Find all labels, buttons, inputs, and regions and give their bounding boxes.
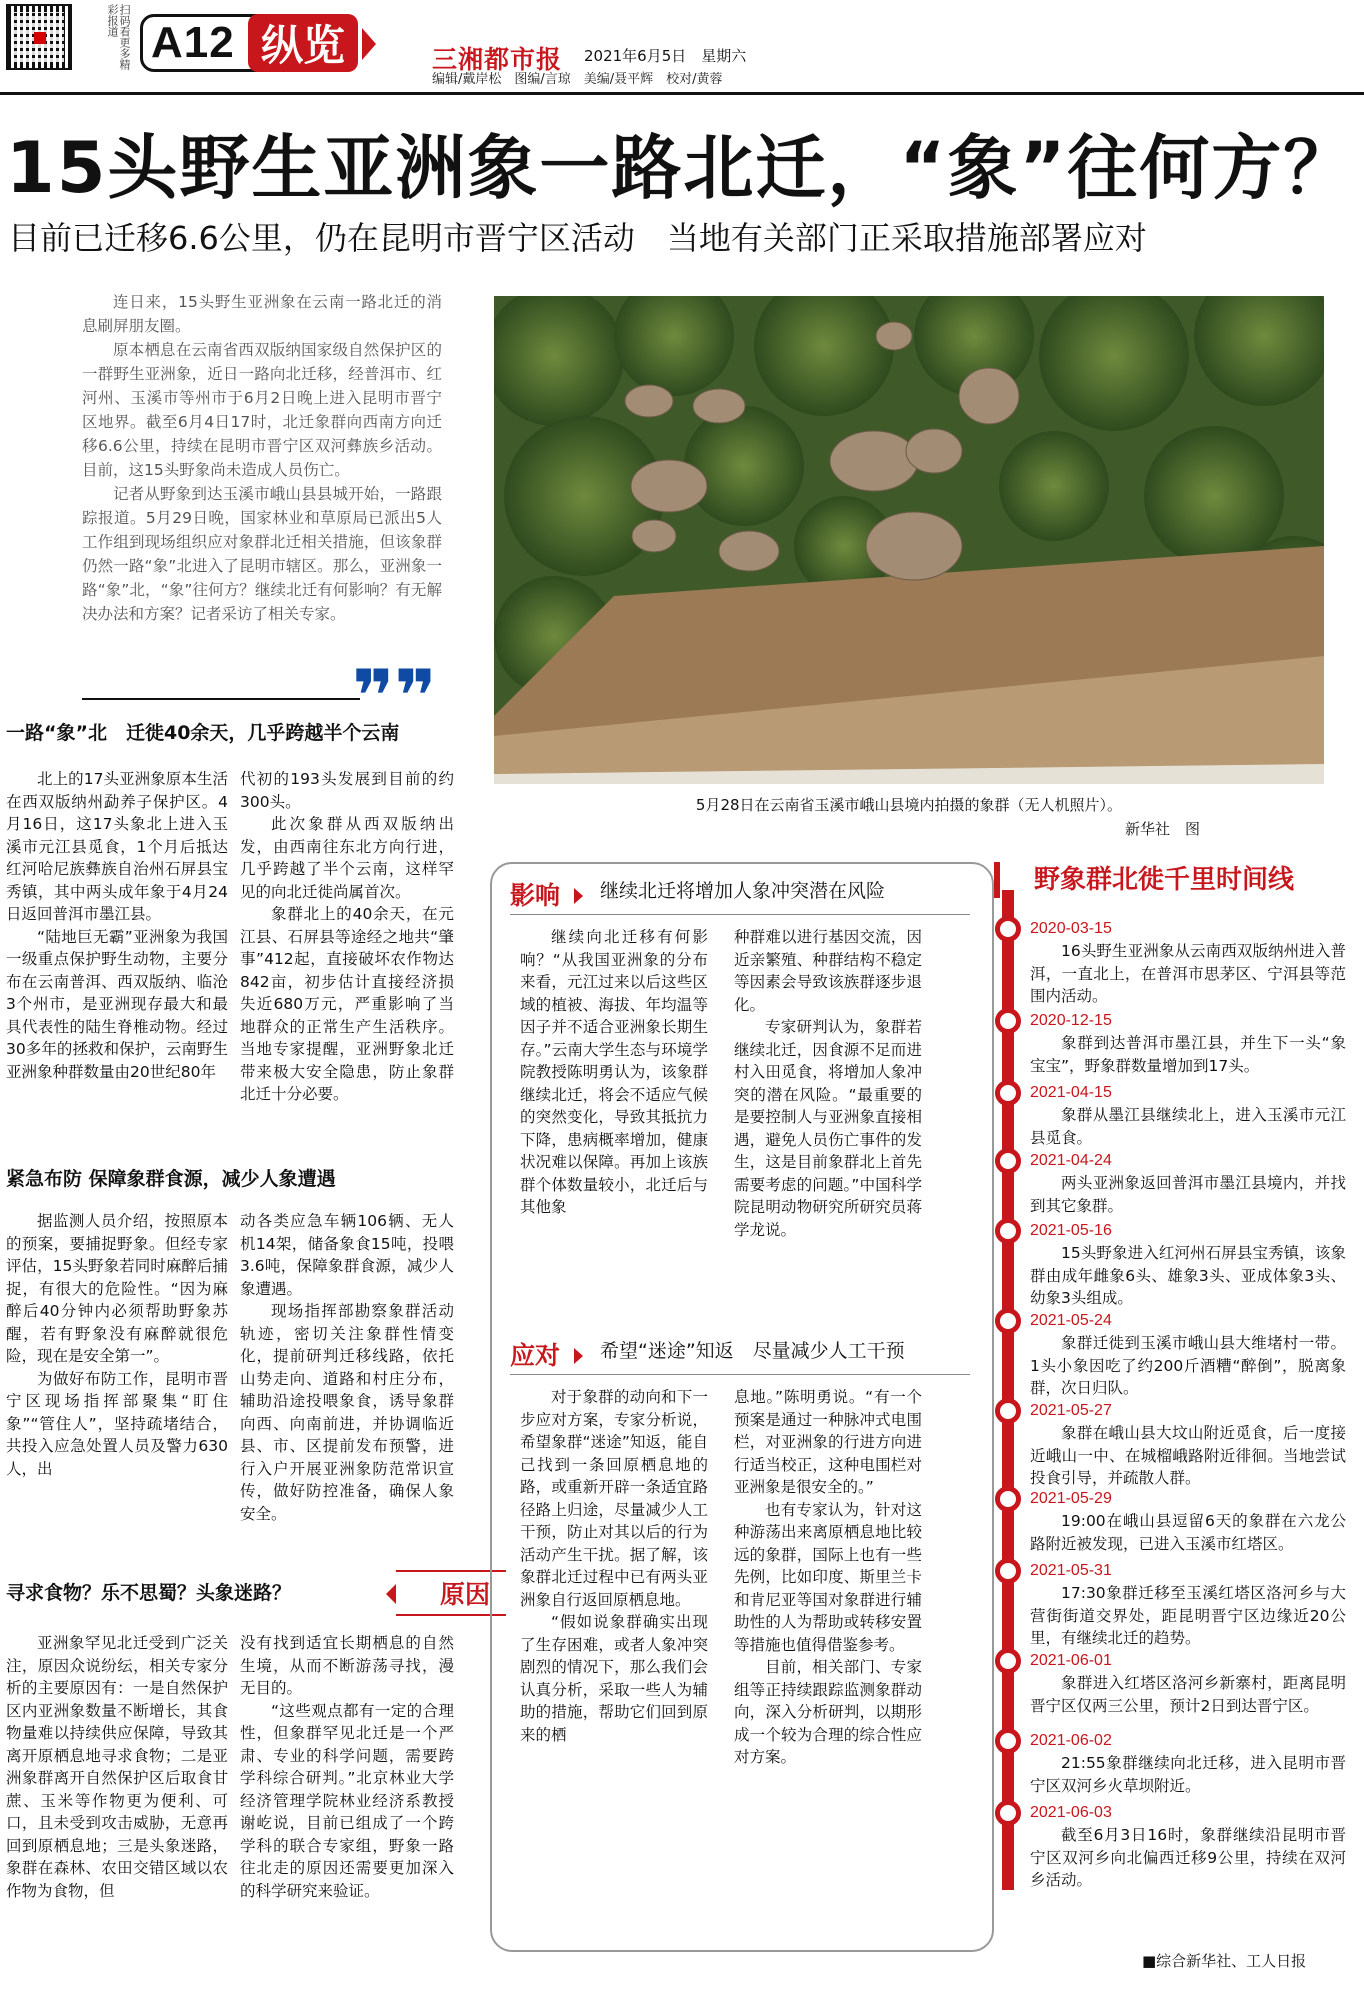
section2-col1 [6,1210,228,1480]
timeline-date: 2021-06-02 [1030,1732,1112,1749]
intro-paragraph: 原本栖息在云南省西双版纳国家级自然保护区的一群野生亚洲象，近日一路向北迁移，经普洱市、红河州、玉溪市等州市于6月2日晚上进入昆明市晋宁区地界。截至6月4日17时，北迁象群向西南方向迁移6.6公里，持续在昆明市晋宁区双河彝族乡活动。目前，这15头野象尚未造成人员伤亡。 [82,341,442,479]
timeline-text: 象群迁徙到玉溪市峨山县大维堵村一带。1头小象因吃了约200斤酒糟“醉倒”，脱离象群，次日归队。 [1030,1334,1346,1397]
paragraph: 息地。”陈明勇说。“有一个预案是通过一种脉冲式电围栏，对亚洲象的行进方向进行适当校正，这种电围栏对亚洲象是很安全的。” [734,1388,922,1496]
timeline-title-bar [994,862,1000,898]
paragraph: 对于象群的动向和下一步应对方案，专家分析说，希望象群“迷途”知返，能自己找到一条回原栖息地的路，或重新开辟一条适宜路径路上归途，尽量减少人工干预，防止对其以后的行为活动产生干扰。据了解，该象群北迁过程中已有两头亚洲象自行返回原栖息地。 [520,1388,708,1609]
timeline-dot-icon [995,1008,1021,1034]
impact-title: 继续北迁将增加人象冲突潜在风险 [600,880,886,902]
timeline-text: 象群到达普洱市墨江县，并生下一头“象宝宝”，野象群数量增加到17头。 [1030,1034,1346,1075]
paragraph: 继续向北迁移有何影响？“从我国亚洲象的分布来看，元江过来以后这些区域的植被、海拔、年均温等因子并不适合亚洲象长期生存。”云南大学生态与环境学院教授陈明勇认为，该象群继续北迁，将会不适应气候的突然变化，导致其抵抗力下降，患病概率增加，健康状况难以保障。再加上该族群个体数量较小，北迁后与其他象 [520,928,708,1216]
paragraph: 北上的17头亚洲象原本生活在西双版纳州勐养子保护区。4月16日，这17头象北上进入玉溪市元江县觅食，1个月后抵达红河哈尼族彝族自治州石屏县宝秀镇，其中两头成年象于4月24日返回普洱市墨江县。 [6,770,228,923]
timeline-text: 15头野象进入红河州石屏县宝秀镇，该象群由成年雌象6头、雄象3头、亚成体象3头、幼象3头组成。 [1030,1244,1346,1307]
timeline-date: 2020-03-15 [1030,920,1112,937]
timeline-date: 2021-05-24 [1030,1312,1112,1329]
paragraph: 此次象群从西双版纳出发，由西南往东北方向行进，几乎跨越了半个云南，这样罕见的向北迁徙尚属首次。 [240,815,454,901]
timeline-dot-icon [995,1648,1021,1674]
timeline-date: 2021-05-31 [1030,1562,1112,1579]
timeline-dot-icon [995,1308,1021,1334]
timeline-text: 16头野生亚洲象从云南西双版纳州进入普洱，一直北上，在普洱市思茅区、宁洱县等范围内活动。 [1030,942,1346,1005]
paragraph: 目前，相关部门、专家组等正持续跟踪监测象群动向，深入分析研判，以期形成一个较为合理的综合性应对方案。 [734,1658,922,1766]
timeline-dot-icon [995,1558,1021,1584]
section2-title: 紧急布防 保障象群食源，减少人象遭遇 [6,1168,336,1190]
photo-credit: 新华社 图 [1124,820,1200,838]
response-title: 希望“迷途”知返 尽量减少人工干预 [600,1340,905,1362]
paragraph: 没有找到适宜长期栖息的自然生境，从而不断游荡寻找，漫无目的。 [240,1634,454,1697]
timeline-text: 19:00在峨山县逗留6天的象群在六龙公路附近被发现，已进入玉溪市红塔区。 [1030,1512,1346,1553]
impact-tag: 影响 [510,881,561,910]
response-tag: 应对 [510,1341,561,1370]
section1-col1 [6,768,228,1083]
section-tag: 纵览 [248,14,358,72]
page-number: A12 [140,14,274,72]
impact-col1 [520,926,708,1219]
qr-code[interactable] [6,4,72,70]
paragraph: “这些观点都有一定的合理性，但象群罕见北迁是一个严肃、专业的科学问题，需要跨学科综合研判。”北京林业大学经济管理学院林业经济系教授谢屹说，目前已组成了一个跨学科的联合专家组，野象一路往北走的原因还需要更加深入的科学研究来验证。 [240,1701,454,1900]
timeline-dot-icon [995,1080,1021,1106]
timeline-date: 2021-06-01 [1030,1652,1112,1669]
news-photo[interactable] [494,296,1324,784]
issue-date: 2021年6月5日 星期六 [584,47,747,65]
source-note: ■综合新华社、工人日报 [1142,1952,1307,1970]
timeline-date: 2021-05-16 [1030,1222,1112,1239]
staff-credits: 编辑/戴岸松 图编/言琼 美编/聂平辉 校对/黄蓉 [432,72,723,87]
timeline-date: 2021-05-29 [1030,1490,1112,1507]
timeline-text: 截至6月3日16时，象群继续沿昆明市晋宁区双河乡向北偏西迁移9公里，持续在双河乡活动。 [1030,1826,1346,1889]
response-arrow-icon [574,1348,583,1364]
paragraph: “陆地巨无霸”亚洲象为我国一级重点保护野生动物，主要分布在云南普洱、西双版纳、临沧3个州市，是亚洲现存最大和最具代表性的陆生脊椎动物。经过30多年的拯救和保护，云南野生亚洲象种群数量由20世纪80年 [6,927,228,1081]
section1-col2 [240,768,454,1106]
impact-arrow-icon [574,888,583,904]
intro-rule [82,698,360,700]
section3-col1 [6,1632,228,1902]
paragraph: 也有专家认为，针对这种游荡出来离原栖息地比较远的象群，国际上也有一些先例，比如印度、斯里兰卡和肯尼亚等国对象群进行辅助性的人为帮助或转移安置等措施也值得借鉴参考。 [734,1500,922,1654]
intro-text [82,290,442,626]
elephant-herd-photo [494,296,1324,784]
paragraph: 专家研判认为，象群若继续北迁，因食源不足而进村入田觅食，将增加人象冲突的潜在风险。“最重要的是要控制人与亚洲象直接相遇，避免人员伤亡事件的发生，这是目前象群北上首先需要考虑的问题。”中国科学院昆明动物研究所研究员蒋学龙说。 [734,1018,922,1239]
timeline-text: 17:30象群迁移至玉溪红塔区洛河乡与大营街街道交界处，距昆明晋宁区边缘近20公里，有继续北迁的趋势。 [1030,1584,1346,1647]
paragraph: 为做好布防工作，昆明市晋宁区现场指挥部聚集“盯住象”“管住人”，坚持疏堵结合，共投入应急处置人员及警力630人，出 [6,1369,228,1478]
paragraph: “假如说象群确实出现了生存困难，或者人象冲突剧烈的情况下，那么我们会认真分析，采取一些人为辅助的措施，帮助它们回到原来的栖 [520,1613,708,1744]
intro-paragraph: 记者从野象到达玉溪市峨山县县城开始，一路跟踪报道。5月29日晚，国家林业和草原局已派出5人工作组到现场组织应对象群北迁相关措施，但该象群仍然一路“象”北进入了昆明市辖区。那么，亚洲象一路“象”北，“象”往何方？继续北迁有何影响？有无解决办法和方案？记者采访了相关专家。 [82,485,442,623]
paragraph: 动各类应急车辆106辆、无人机14架，储备象食15吨，投喂3.6吨，保障象群食源，减少人象遭遇。 [240,1212,454,1298]
impact-rule [510,914,970,915]
timeline-title: 野象群北徙千里时间线 [1034,865,1295,895]
paragraph: 代初的193头发展到目前的约300头。 [240,770,454,811]
impact-col2 [734,926,922,1241]
subheadline: 目前已迁移6.6公里，仍在昆明市晋宁区活动 当地有关部门正采取措施部署应对 [8,219,1147,257]
paragraph: 据监测人员介绍，按照原本的预案，要捕捉野象。但经专家评估，15头野象若同时麻醉后捕捉，有很大的危险性。“因为麻醉后40分钟内必须帮助野象苏醒，若有野象没有麻醉就很危险，现在是安全第一”。 [6,1212,228,1365]
timeline-dot-icon [995,1148,1021,1174]
timeline-dot-icon [995,1486,1021,1512]
section3-col2 [240,1632,454,1902]
timeline-text: 象群从墨江县继续北上，进入玉溪市元江县觅食。 [1030,1106,1346,1147]
response-col1 [520,1386,708,1746]
response-col2 [734,1386,922,1769]
timeline-date: 2020-12-15 [1030,1012,1112,1029]
section1-title: 一路“象”北 迁徙40余天，几乎跨越半个云南 [6,722,400,744]
headline: 15头野生亚洲象一路北迁，“象”往何方？ [6,127,1356,209]
timeline-date: 2021-04-15 [1030,1084,1112,1101]
paragraph: 象群北上的40余天，在元江县、石屏县等途经之地共“肇事”412起，直接破坏农作物达842亩，初步估计直接经济损失近680万元，严重影响了当地群众的正常生产生活秩序。当地专家提醒，亚洲野象北迁带来极大安全隐患，防止象群北迁十分必要。 [240,905,454,1103]
cause-tag: 原因 [396,1570,506,1616]
timeline-dot-icon [995,1218,1021,1244]
qr-note: 扫码看更多精彩报道 [106,4,131,70]
paragraph: 种群难以进行基因交流，因近亲繁殖、种群结构不稳定等因素会导致该族群逐步退化。 [734,928,922,1014]
timeline-dot-icon [995,916,1021,942]
timeline-text: 象群进入红塔区洛河乡新寨村，距离昆明晋宁区仅两三公里，预计2日到达晋宁区。 [1030,1674,1346,1715]
masthead-rule [0,92,1364,95]
timeline-text: 21:55象群继续向北迁移，进入昆明市晋宁区双河乡火草坝附近。 [1030,1754,1346,1795]
section3-title: 寻求食物？乐不思蜀？头象迷路？ [6,1582,292,1604]
intro-paragraph: 连日来，15头野生亚洲象在云南一路北迁的消息刷屏朋友圈。 [82,293,442,335]
timeline-text: 两头亚洲象返回普洱市墨江县境内，并找到其它象群。 [1030,1174,1346,1215]
timeline-date: 2021-06-03 [1030,1804,1112,1821]
quote-icon: ❞❞ [352,654,437,738]
paragraph: 亚洲象罕见北迁受到广泛关注，原因众说纷纭，相关专家分析的主要原因有：一是自然保护区内亚洲象数量不断增长，其食物量难以持续供应保障，导致其离开原栖息地寻求食物；二是亚洲象群离开自然保护区后取食甘蔗、玉米等作物更为便利、可口，且未受到攻击威胁，无意再回到原栖息地；三是头象迷路，象群在森林、农田交错区域以农作物为食物，但 [6,1634,228,1900]
timeline-dot-icon [995,1800,1021,1826]
section2-col2 [240,1210,454,1525]
timeline-date: 2021-04-24 [1030,1152,1112,1169]
timeline-dot-icon [995,1728,1021,1754]
paper-name: 三湘都市报 [432,45,563,74]
timeline-dot-icon [995,1398,1021,1424]
timeline-date: 2021-05-27 [1030,1402,1112,1419]
section-arrow-icon [362,28,376,60]
photo-caption: 5月28日在云南省玉溪市峨山县境内拍摄的象群（无人机照片）。 [695,796,1123,814]
response-rule [510,1374,970,1375]
paragraph: 现场指挥部勘察象群活动轨迹，密切关注象群性情变化，提前研判迁移线路，依托山势走向、道路和村庄分布，辅助沿途投喂象食，诱导象群向西、向南前进，并协调临近县、市、区提前发布预警，进行入户开展亚洲象防范常识宣传，做好防控准备，确保人象安全。 [240,1302,454,1523]
timeline-text: 象群在峨山县大坟山附近觅食，后一度接近峨山一中、在城榴峨路附近徘徊。当地尝试投食引导，并疏散人群。 [1030,1424,1346,1487]
